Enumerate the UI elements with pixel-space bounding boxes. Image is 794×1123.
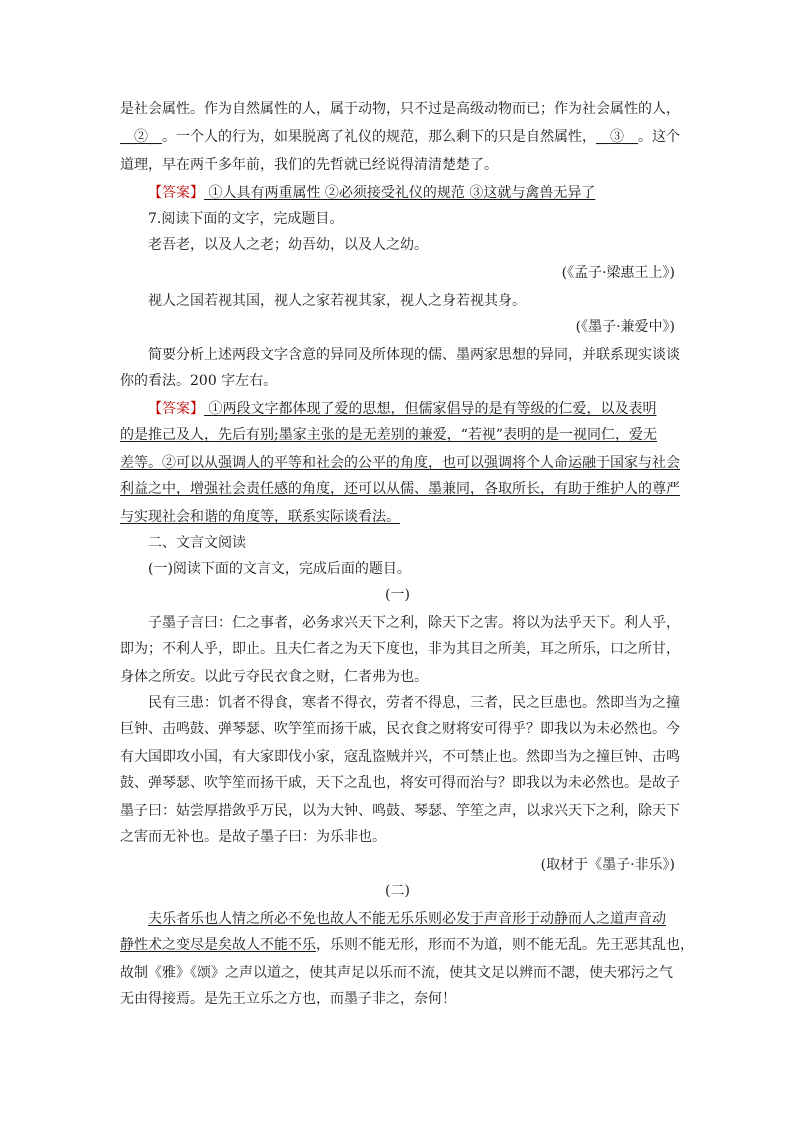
section-subheading: (一)阅读下面的文言文，完成后面的题目。 <box>148 561 411 577</box>
passage-line: 民有三患：饥者不得食，寒者不得衣，劳者不得息，三者，民之巨患也。然即当为之撞 <box>148 695 680 711</box>
answer-label: 【答案】 <box>148 185 204 201</box>
source-mozi: (《墨子·兼爱中》) <box>575 319 675 335</box>
question-7-task: 你的看法。200 字左右。 <box>120 373 278 389</box>
underlined-text: 夫乐者乐也人情之所必不免也故人不能无乐乐则必发于声音形于动静而人之道声音动 <box>148 911 666 927</box>
answer-7-line <box>120 452 680 474</box>
answer-text: 与实现社会和谐的角度等，联系实际谈看法。 <box>120 509 400 525</box>
passage-line <box>148 908 675 930</box>
passage-line: 巨钟、击鸣鼓、弹琴瑟、吹竽笙而扬干戚，民衣食之财将安可得乎？即我以为未必然也。今 <box>120 721 680 737</box>
blank-3: __③__ <box>596 129 638 145</box>
passage-line: 墨子曰：姑尝厚措敛乎万民，以为大钟、鸣鼓、琴瑟、竽笙之声，以求兴天下之利，除天下 <box>120 803 680 819</box>
passage-line: 之害而无补也。是故子墨子曰：为乐非也。 <box>120 829 386 845</box>
answer-text: 的是推己及人，先后有别;墨家主张的是无差别的兼爱，“若视”表明的是一视同仁，爱无 <box>120 427 658 443</box>
passage-line: 无由得接焉。是先王立乐之方也，而墨子非之，奈何！ <box>120 991 456 1007</box>
section-heading: 二、文言文阅读 <box>148 535 246 551</box>
passage-line <box>120 934 694 956</box>
text-line-with-blanks <box>120 126 680 148</box>
underlined-text: 静性术之变尽是矣故人不能不乐 <box>120 937 316 953</box>
text-fragment: ，乐则不能无形，形而不为道，则不能无乱。先王恶其乱也， <box>316 937 694 953</box>
answer-7-line <box>120 506 675 528</box>
part-title: (二) <box>385 883 410 899</box>
question-7-task: 简要分析上述两段文字含意的异同及所体现的儒、墨两家思想的异同，并联系现实谈谈 <box>148 347 680 363</box>
quote-mozi: 视人之国若视其国，视人之家若视其家，视人之身若视其身。 <box>148 293 526 309</box>
question-7-prompt: 7.阅读下面的文字，完成题目。 <box>148 211 344 227</box>
passage-line: 鼓、弹琴瑟、吹竽笙而扬干戚，天下之乱也，将安可得而治与？即我以为未必然也。是故子 <box>120 775 680 791</box>
part-title: (一) <box>385 587 410 603</box>
passage-line: 即为；不利人乎，即止。且夫仁者之为天下度也，非为其目之所美，耳之所乐，口之所甘， <box>120 641 680 657</box>
answer-text: 差等。②可以从强调人的平等和社会的公平的角度，也可以强调将个人命运融于国家与社会 <box>120 455 680 471</box>
answer-label: 【答案】 <box>148 401 204 417</box>
blank-2: __②__ <box>120 129 162 145</box>
text-fragment: 。一个人的行为，如果脱离了礼仪的规范，那么剩下的只是自然属性， <box>162 129 596 145</box>
passage-line: 故制《雅》《颂》之声以道之，使其声足以乐而不流，使其文足以辨而不諰，使夫邪污之气 <box>120 965 673 981</box>
quote-mencius: 老吾老，以及人之老；幼吾幼，以及人之幼。 <box>148 237 428 253</box>
text-line: 道理，早在两千多年前，我们的先哲就已经说得清清楚楚了。 <box>120 157 498 173</box>
text-line: 是社会属性。作为自然属性的人，属于动物，只不过是高级动物而已；作为社会属性的人， <box>120 101 680 117</box>
answer-7 <box>148 398 675 420</box>
answer-7-line <box>120 424 675 446</box>
passage-line: 身体之所安。以此亏夺民衣食之财，仁者弗为也。 <box>120 669 428 685</box>
source-mencius: (《孟子·梁惠王上》) <box>561 265 675 281</box>
answer-7-line <box>120 478 680 500</box>
answer-text: ①两段文字都体现了爱的思想，但儒家倡导的是有等级的仁爱，以及表明 <box>204 401 657 417</box>
source-feiyue: (取材于《墨子·非乐》) <box>540 857 675 873</box>
text-fragment: 。这个 <box>638 129 680 145</box>
answer-text: 利益之中，增强社会责任感的角度，还可以从儒、墨兼同，各取所长，有助于维护人的尊严 <box>120 481 680 497</box>
answer-text: ①人具有两重属性 ②必须接受礼仪的规范 ③这就与禽兽无异了 <box>204 185 596 201</box>
answer-6 <box>148 182 675 204</box>
passage-line: 有大国即攻小国，有大家即伐小家，寇乱盗贼并兴，不可禁止也。然即当为之撞巨钟、击鸣 <box>120 749 680 765</box>
passage-line: 子墨子言曰：仁之事者，必务求兴天下之利，除天下之害。将以为法乎天下。利人乎， <box>148 615 680 631</box>
